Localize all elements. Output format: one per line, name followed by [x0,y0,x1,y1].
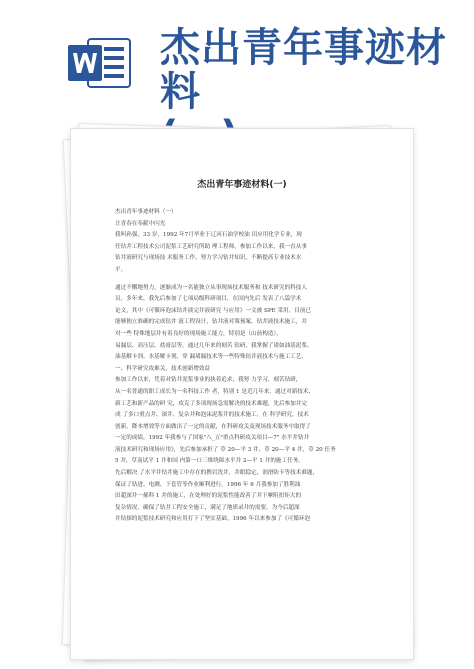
body-line: 新工艺和新产品的研 究，攻克了多项现场急需解决的技术难题，先后参加并完 [115,400,307,407]
body-line: 创新，降本增效等方面做出了一定的贡献，在科研攻关及现场技术服务中取得了 [115,423,311,430]
body-line: 井钻探的泥浆技术研究和应用打下了坚实基础。1996 年以来参加了《可循环泡 [115,516,311,523]
body-line: 一定的成绩。1992 年我参与了国家"八_五"重点科研攻关项目—7" 水平井钻井 [115,435,310,442]
body-line: 对一些 特殊地层井有着良好的现场施工能力，特别是（山前构造）， [115,330,282,337]
body-line: 任钻井工程技术公司泥浆工艺研究所助 理工程师，参加工作以来，我一直从事 [115,243,307,250]
document-title: 杰出青年事迹材料(一) [197,180,287,190]
word-icon [66,37,132,89]
body-line: 让青春在奉献中闪光 [115,220,166,227]
body-line: 杰出青年事迹材料（一） [115,209,177,215]
body-line: 平。 [115,266,127,273]
body-line: 论文，其中《可循环泡沫钻井液完井液研究 与应用》一文被 SPE 采用，目前已 [115,307,312,314]
document-page [70,128,414,660]
document-body [115,207,371,526]
body-line: 钻井液研究与现场技 术服务工作，努力学习钻井知识，不断提高专业技术水 [115,255,302,262]
section-heading: 一、科学研究攻难关，技术创新增效益 [115,365,211,372]
header-title-line1: 杰出青年事迹材料 [160,25,447,115]
body-line: 参加工作以来，凭着对钻井泥浆事业的执着追求，我努 力学习，刻苦钻研， [115,377,302,384]
body-line: 油基解卡剂、水基解卡剂、穿 漏堵漏技术等一些特殊钻井液技术与施工工艺。 [115,354,307,361]
body-line: 成 了多口重点井、深井、复杂井和泡沫泥浆井的技术施工，在 科学研究，技术 [115,412,309,419]
body-line: 易漏层、高压层、盐膏层等。通过几年来的刻苦 钻研，我掌握了诸如油基泥浆、 [115,342,313,349]
body-line: 液技术研究和现场应用》，先后参加承担了 草 20—平 3 井，草 20—平 4 井，草 20 任务 [115,446,336,453]
body-line: 我叫孙强，33 岁，1992 年7月毕业于辽河石油学校油 田应用化学专业，现 [115,232,302,239]
body-line: 先后解决 了水平井钻井施工中存在的携岩洗井，井眼稳定，润滑防卡等技术难题， [115,470,319,477]
header-banner [0,0,474,115]
body-line: 复杂情况，确保了钻井工程安全施工，满足了地质录井的需要。为今后超深 [115,504,300,511]
body-line: 田超深井一郝科 1 井的施工，在处理好的泥浆性能改善了井下摩阻扭矩大的 [115,493,302,500]
body-line: 从一名普通的职工成长为一名科技工作 者，特别 1 是近几年来，通过对新技术、 [115,388,315,395]
body-line: 能够独立准确的完成钻井 液工程设计，钻井液对策预案，钻井液技术施工，并 [115,319,307,326]
body-line: 5 井，草南试平 1 井和国 内第一口三维绕障水平井 2—平 1 井的施工任务。 [115,458,304,465]
body-line: 保证了钻进、电测、下套管等作业顺利进行。1996 年 6 月我参加了胜利油 [115,481,301,488]
body-line: 员。多年来，我先后参加了七项局级科研项目，在国内先后 发表了八篇学术 [115,296,302,303]
body-line: 通过不懈地努力，逐渐成为一名能独立从事现场技术服务和 技术研究的科技人 [115,284,307,291]
